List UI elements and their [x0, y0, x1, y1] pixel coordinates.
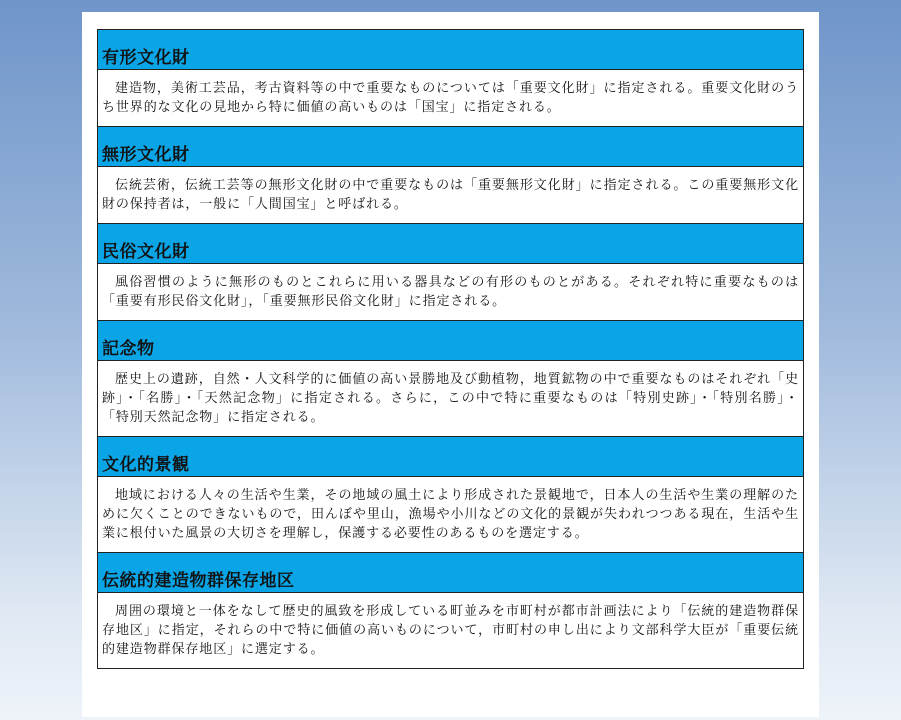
section-description: 風俗習慣のように無形のものとこれらに用いる器具などの有形のものとがある。それぞれ特に重要なものは「重要有形民俗文化財」，「重要無形民俗文化財」に指定される。: [102, 275, 799, 309]
section-description: 周囲の環境と一体をなして歴史的風致を形成している町並みを市町村が都市計画法により「伝統的建造物群保存地区」に指定，それらの中で特に価値の高いものについて，市町村の申し出により文部科学大臣が「重要伝統的建造物群保存地区」に選定する。: [102, 604, 799, 657]
content-panel: [82, 12, 819, 717]
section-folk: [98, 224, 803, 321]
section-intangible: [98, 127, 803, 224]
section-heading: [98, 553, 803, 593]
section-description: 歴史上の遺跡，自然・人文科学的に価値の高い景勝地及び動植物，地質鉱物の中で重要なものはそれぞれ「史跡」・「名勝」・「天然記念物」に指定される。さらに，この中で特に重要なものは「特別史跡」・「特別名勝」・「特別天然記念物」に指定される。: [102, 372, 799, 425]
section-heading: [98, 437, 803, 477]
section-description: 地域における人々の生活や生業，その地域の風土により形成された景観地で，日本人の生活や生業の理解のために欠くことのできないもので，田んぼや里山，漁場や小川などの文化的景観が失われつつある現在，生活や生業に根付いた風景の大切さを理解し，保護する必要性のあるものを選定する。: [102, 488, 799, 541]
section-monuments: [98, 321, 803, 437]
section-title: 有形文化財: [102, 48, 190, 68]
cultural-property-table: [97, 29, 804, 669]
section-cultural-landscape: [98, 437, 803, 553]
section-title: 記念物: [102, 339, 155, 359]
section-title: 無形文化財: [102, 145, 190, 165]
section-heading: [98, 127, 803, 167]
section-heading: [98, 224, 803, 264]
section-title: 民俗文化財: [102, 242, 190, 262]
section-description: 伝統芸術，伝統工芸等の無形文化財の中で重要なものは「重要無形文化財」に指定される。この重要無形文化財の保持者は，一般に「人間国宝」と呼ばれる。: [102, 178, 799, 212]
section-heading: [98, 30, 803, 70]
section-description: 建造物，美術工芸品，考古資料等の中で重要なものについては「重要文化財」に指定される。重要文化財のうち世界的な文化の見地から特に価値の高いものは「国宝」に指定される。: [102, 81, 799, 115]
section-heading: [98, 321, 803, 361]
section-tangible: [98, 30, 803, 127]
section-title: 文化的景観: [102, 455, 190, 475]
section-title: 伝統的建造物群保存地区: [102, 571, 295, 591]
section-preservation-district: [98, 553, 803, 668]
